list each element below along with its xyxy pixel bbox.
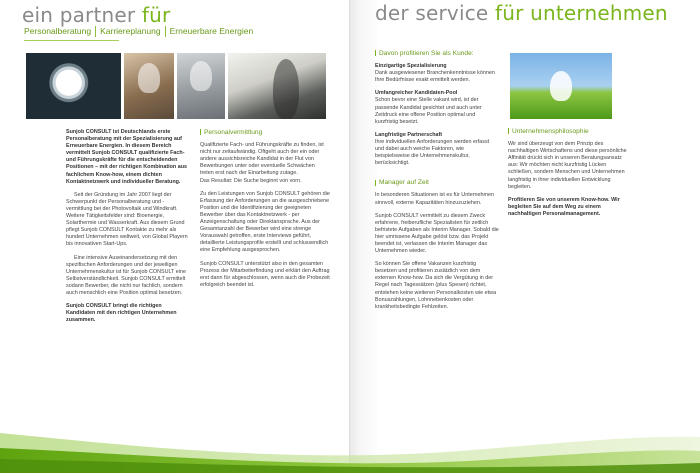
- personalvermittlung-title: Personalvermittlung: [200, 129, 330, 136]
- woman-portrait-image: [124, 53, 174, 119]
- philosophie-paragraph-1: Wir sind überzeugt von dem Prinzip des nachhaltigen Wirtschaftens und diese persönliche Affinität drückt sich in unseren Beratungsansatz aus: Wir möchten nicht kurzfristig Lücken schließen, sondern Menschen und Unternehmen langfristig in ihrer individuellen Entwicklung begleiten.: [508, 141, 627, 190]
- kunde-item-3: Langfristige Partnerschaft Ihre individuellen Anforderungen werden erfasst und dabei auch weiche Faktoren, wie beispielsweise die Unternehmenskultur, berücksichtigt.: [375, 131, 490, 167]
- kunde-item-1: Einzigartige Spezialisierung Dank ausgewiesener Branchenkenntnisse können Ihre Bedürfnisse exakt ermittelt werden.: [375, 63, 495, 84]
- right-headline: [375, 1, 668, 25]
- manager-title: Manager auf Zeit: [375, 179, 499, 186]
- intro-paragraph-4: Sunjob CONSULT bringt die richtigen Kandidaten mit den richtigen Unternehmen zusammen.: [66, 303, 177, 324]
- green-divider: [24, 40, 119, 41]
- businessman-suit-image: [228, 53, 326, 119]
- subnav-item-karriereplanung: Karriereplanung: [95, 26, 164, 37]
- manager-paragraph-3: So können Sie offene Vakanzen kurzfristig besetzen und profitieren zusätzlich von dem externen Know-how. Da sich die Vergütung in der Regel nach Tagessätzen (plus Spesen) richtet, entstehen keine weiteren Personalkosten wie etwa Bonuszahlungen, Lohnnebenkosten oder krankheitsbedingte Fehlzeiten.: [375, 261, 497, 310]
- philosophie-paragraph-2: Profitieren Sie von unserem Know-how. Wir begleiten Sie auf dem Weg zu einem nachhaltigen Personalmanagement.: [508, 196, 620, 217]
- intro-paragraph-3: Eine intensive Auseinandersetzung mit den spezifischen Anforderungen und der jeweiligen Unternehmenskultur ist für Sunjob CONSULT eine Selbstverständlichkeit. Sunjob CONSULT ermittelt sodann Bewerber, die nicht nur fachlich, sondern auch menschlich eine Position optimal besetzen.: [66, 254, 186, 296]
- personalvermittlung-column: [200, 129, 330, 295]
- kunde-title: Davon profitieren Sie als Kunde:: [375, 50, 499, 57]
- compass-image: [26, 53, 121, 119]
- personalvermittlung-paragraph-2: Zu den Leistungen von Sunjob CONSULT gehören die Erfassung der Anforderungen an die ausgeschriebene Position und die Identifizierung der geeigneten Bewerber über das Kontaktnetzwerk - per Anzeigenschaltung oder Direktansprache. Aus der Gesamtanzahl der Bewerber wird eine strenge Vorauswahl getroffen, erste Interviews geführt, detaillierte Leistungsprofile erstellt und schlussendlich eine Empfehlung ausgesprochen.: [200, 190, 330, 254]
- manager-paragraph-2: Sunjob CONSULT vermittelt zu diesem Zweck erfahrene, freiberufliche Spezialisten für zeitlich befristete Aufgaben als Interim Manager. Sobald die hier umrissene Aufgabe gelöst bzw. das Projekt beendet ist, verlassen die Interim Manager das Unternehmen wieder.: [375, 212, 499, 255]
- left-headline: [22, 3, 170, 27]
- intro-paragraph-2: Seit der Gründung im Jahr 2007 liegt der Schwerpunkt der Personalberatung und -vermittlung bei der Photovoltaik und Windkraft. Weitere Tätigkeitsfelder sind: Bioenergie, Solarthermie und Wasserkraft. Aus diesem Grund pflegt Sunjob CONSULT Kontakte zu mehr als hundert Unternehmen weltweit, von Global Playern bis innovativen Start-Ups.: [66, 191, 188, 248]
- green-wave-decoration: [0, 393, 700, 473]
- subnav-item-erneuerbare-energien: Erneuerbare Energien: [165, 26, 258, 37]
- philosophie-title: Unternehmensphilosophie: [508, 128, 632, 135]
- personalvermittlung-paragraph-3: Sunjob CONSULT unterstützt also in den gesamten Prozess der Mitarbeiterfindung und erklärt den Auftrag erst dann für abgeschlossen, wenn auch die Probezeit erfolgreich beendet ist.: [200, 260, 330, 288]
- manager-paragraph-1: In besonderen Situationen ist es für Unternehmen sinnvoll, externe Kapazitäten hinzuzuziehen.: [375, 192, 494, 206]
- intro-paragraph-1: Sunjob CONSULT ist Deutschlands erste Personalberatung mit der Spezialisierung auf Erneuerbare Energien. In diesem Bereich vermittelt Sunjob CONSULT qualifizierte Fach- und Führungskräfte für die entscheidenden Positionen – mit der richtigen Kombination aus fachlichem Know-how, einem dichten Kontaktnetzwerk und individueller Beratung.: [66, 129, 188, 185]
- subnav: [24, 26, 257, 37]
- intro-column: [66, 129, 188, 330]
- kunde-item-2: Umfangreicher Kandidaten-Pool Schon bevor eine Stelle vakant wird, ist der passende Kandidat gesichtet und auch unter Zeitdruck eine offene Position optimal und kurzfristig besetzt.: [375, 90, 482, 125]
- left-headline-green: für: [141, 3, 171, 27]
- meditation-image: [510, 53, 612, 119]
- left-headline-gray: ein partner: [22, 3, 142, 27]
- right-headline-gray: der service: [375, 1, 495, 25]
- subnav-item-personalberatung: Personalberatung: [24, 26, 92, 36]
- service-column: [375, 50, 499, 317]
- philosophie-column: [508, 128, 632, 224]
- personalvermittlung-paragraph-1: Qualifizierte Fach- und Führungskräfte zu finden, ist nicht nur zeitaufwändig. Oftgeht auch der ein oder andere aussichtsreiche Kandidat in der Flut von Bewerbungen unter oder eventuelle Schwächen treten erst nach der Einarbeitung zutage. Das Resultat: Die Suche beginnt von vorn.: [200, 142, 324, 184]
- man-portrait-image: [177, 53, 225, 119]
- right-headline-green: für unternehmen: [494, 1, 668, 25]
